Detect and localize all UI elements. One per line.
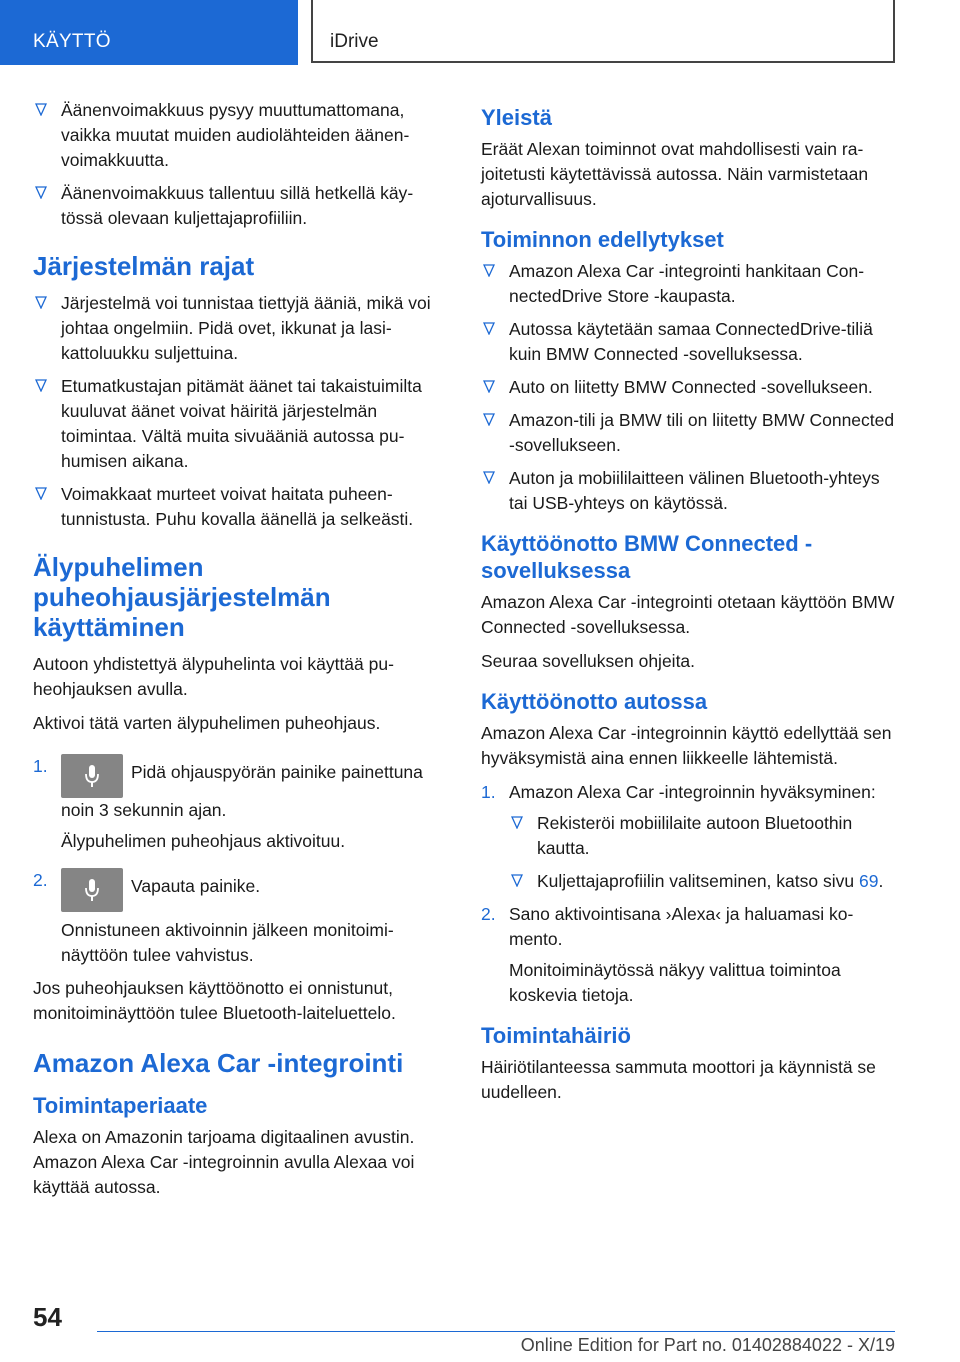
list-item — [481, 466, 895, 516]
triangle-bullet-icon — [483, 413, 495, 426]
step-result: Älypuhelimen puheohjaus aktivoituu. — [61, 831, 346, 851]
section-heading-alexa: Amazon Alexa Car -integrointi — [33, 1048, 404, 1078]
page-number: 54 — [33, 1302, 62, 1332]
step-number: 2. — [481, 904, 496, 924]
list-item — [481, 408, 895, 458]
bullet-text: Järjestelmä voi tunnistaa tiettyjä ääniä, mikä voi johtaa ongelmiin. Pidä ovet, ikkunat ja lasikattoluukku suljettuina. — [61, 293, 431, 363]
voice-button-image — [61, 868, 123, 912]
limits-bullet-list — [33, 291, 447, 532]
step-item — [481, 780, 895, 894]
list-item — [481, 317, 895, 367]
triangle-bullet-icon — [511, 874, 523, 887]
bullet-text: Äänenvoimakkuus pysyy muuttumattomana, vaikka muutat muiden audiolähteiden äänenvoimakkuutta. — [61, 100, 410, 170]
section-heading-limits: Järjestelmän rajat — [33, 251, 255, 281]
paragraph: Jos puheohjauksen käyttöönotto ei onnistunut, monitoiminäyttöön tulee Bluetooth-laiteluettelo. — [33, 978, 396, 1023]
step-item — [33, 868, 447, 968]
microphone-icon — [84, 878, 100, 902]
list-item — [33, 482, 447, 532]
step-number: 1. — [33, 756, 48, 776]
bullet-text: Auto on liitetty BMW Connected -sovellukseen. — [509, 377, 873, 397]
paragraph: Eräät Alexan toiminnot ovat mahdollisesti vain rajoitetusti käytettävissä autossa. Näin varmistetaan ajoturvallisuus. — [481, 139, 869, 209]
bullet-text: Auton ja mobiililaitteen välinen Bluetooth-yhteys tai USB-yhteys on käytössä. — [509, 468, 880, 513]
subheading-fault: Toimintahäiriö — [481, 1023, 631, 1048]
paragraph: Aktivoi tätä varten älypuhelimen puheohjaus. — [33, 713, 381, 733]
triangle-bullet-icon — [35, 379, 47, 392]
page-reference-link[interactable]: 69 — [858, 871, 879, 891]
triangle-bullet-icon — [483, 322, 495, 335]
bullet-text-end: . — [878, 871, 884, 891]
step-text: Vapauta painike. — [131, 876, 261, 896]
step-result: Onnistuneen aktivoinnin jälkeen monitoiminäyttöön tulee vahvistus. — [61, 920, 394, 965]
step-number: 1. — [481, 782, 496, 802]
step-number: 2. — [33, 870, 48, 890]
step-item — [481, 902, 895, 1008]
list-item — [481, 375, 895, 400]
list-item — [33, 98, 447, 173]
bullet-text: Etumatkustajan pitämät äänet tai takaistuimilta kuuluvat äänet voivat häiritä järjestelmän toimintaa. Vältä muita sivuääniä autossa puhumisen aikana. — [61, 376, 422, 471]
subheading-prerequisites: Toiminnon edellytykset — [481, 227, 724, 252]
paragraph: Amazon Alexa Car -integroinnin käyttö edellyttää sen hyväksymistä aina ennen liikkeelle lähtemistä. — [481, 723, 892, 768]
bullet-text: Amazon Alexa Car -integrointi hankitaan ConnectedDrive Store -kaupasta. — [509, 261, 865, 306]
sub-bullet-list — [509, 811, 895, 894]
step-result: Monitoiminäytössä näkyy valittua toimintoa koskevia tietoja. — [509, 960, 841, 1005]
bullet-text: Voimakkaat murteet voivat haitata puheentunnistusta. Puhu kovalla äänellä ja selkeästi. — [61, 484, 414, 529]
footer-edition-text: Online Edition for Part no. 01402884022 - X/19 — [520, 1335, 895, 1355]
list-item — [33, 291, 447, 366]
voice-button-image — [61, 754, 123, 798]
paragraph: Seuraa sovelluksen ohjeita. — [481, 651, 696, 671]
triangle-bullet-icon — [483, 380, 495, 393]
subheading-principle: Toimintaperiaate — [33, 1093, 208, 1118]
triangle-bullet-icon — [483, 264, 495, 277]
section-heading-smartphone: Älypuhelimen puheohjausjärjestelmän käyttäminen — [33, 552, 331, 642]
step-text: Sano aktivointisana ›Alexa‹ ja haluamasi komento. — [509, 904, 854, 949]
header-section-tab: KÄYTTÖ — [0, 0, 298, 65]
triangle-bullet-icon — [511, 816, 523, 829]
triangle-bullet-icon — [35, 186, 47, 199]
subheading-car-activation: Käyttöönotto autossa — [481, 689, 708, 714]
bullet-text: Äänenvoimakkuus tallentuu sillä hetkellä käytössä olevaan kuljettajaprofiiliin. — [61, 183, 414, 228]
triangle-bullet-icon — [35, 487, 47, 500]
paragraph: Alexa on Amazonin tarjoama digitaalinen avustin. Amazon Alexa Car -integroinnin avulla Alexaa voi käyttää autossa. — [33, 1127, 415, 1197]
list-item — [481, 259, 895, 309]
step-text: Pidä ohjauspyörän painike painettuna noin 3 sekunnin ajan. — [61, 762, 423, 820]
paragraph: Häiriötilanteessa sammuta moottori ja käynnistä se uudelleen. — [481, 1057, 876, 1102]
list-item — [509, 811, 895, 861]
car-steps — [481, 780, 895, 1008]
subheading-app-activation: Käyttöönotto BMW Connected -sovelluksessa — [481, 531, 813, 583]
bullet-text: Amazon-tili ja BMW tili on liitetty BMW Connected -sovellukseen. — [509, 410, 895, 455]
header-chapter-tab: iDrive — [311, 0, 895, 63]
triangle-bullet-icon — [483, 471, 495, 484]
triangle-bullet-icon — [35, 296, 47, 309]
subheading-general: Yleistä — [481, 105, 552, 130]
list-item — [33, 374, 447, 474]
right-column — [481, 98, 895, 1114]
intro-bullet-list — [33, 98, 447, 231]
footer-divider — [97, 1331, 895, 1332]
smartphone-steps — [33, 754, 447, 968]
paragraph: Amazon Alexa Car -integrointi otetaan käyttöön BMW Connected -sovelluksessa. — [481, 592, 895, 637]
prereq-bullet-list — [481, 259, 895, 516]
list-item — [509, 869, 895, 894]
left-column — [33, 98, 447, 1209]
step-text: Amazon Alexa Car -integroinnin hyväksyminen: — [509, 782, 876, 802]
list-item — [33, 181, 447, 231]
microphone-icon — [84, 764, 100, 788]
bullet-text: Rekisteröi mobiililaite autoon Bluetoothin kautta. — [537, 813, 853, 858]
paragraph: Autoon yhdistettyä älypuhelinta voi käyttää puheohjauksen avulla. — [33, 654, 394, 699]
bullet-text: Kuljettajaprofiilin valitseminen, katso sivu — [537, 871, 859, 891]
step-item — [33, 754, 447, 854]
triangle-bullet-icon — [35, 103, 47, 116]
bullet-text: Autossa käytetään samaa ConnectedDrive-tiliä kuin BMW Connected -sovelluksessa. — [509, 319, 873, 364]
